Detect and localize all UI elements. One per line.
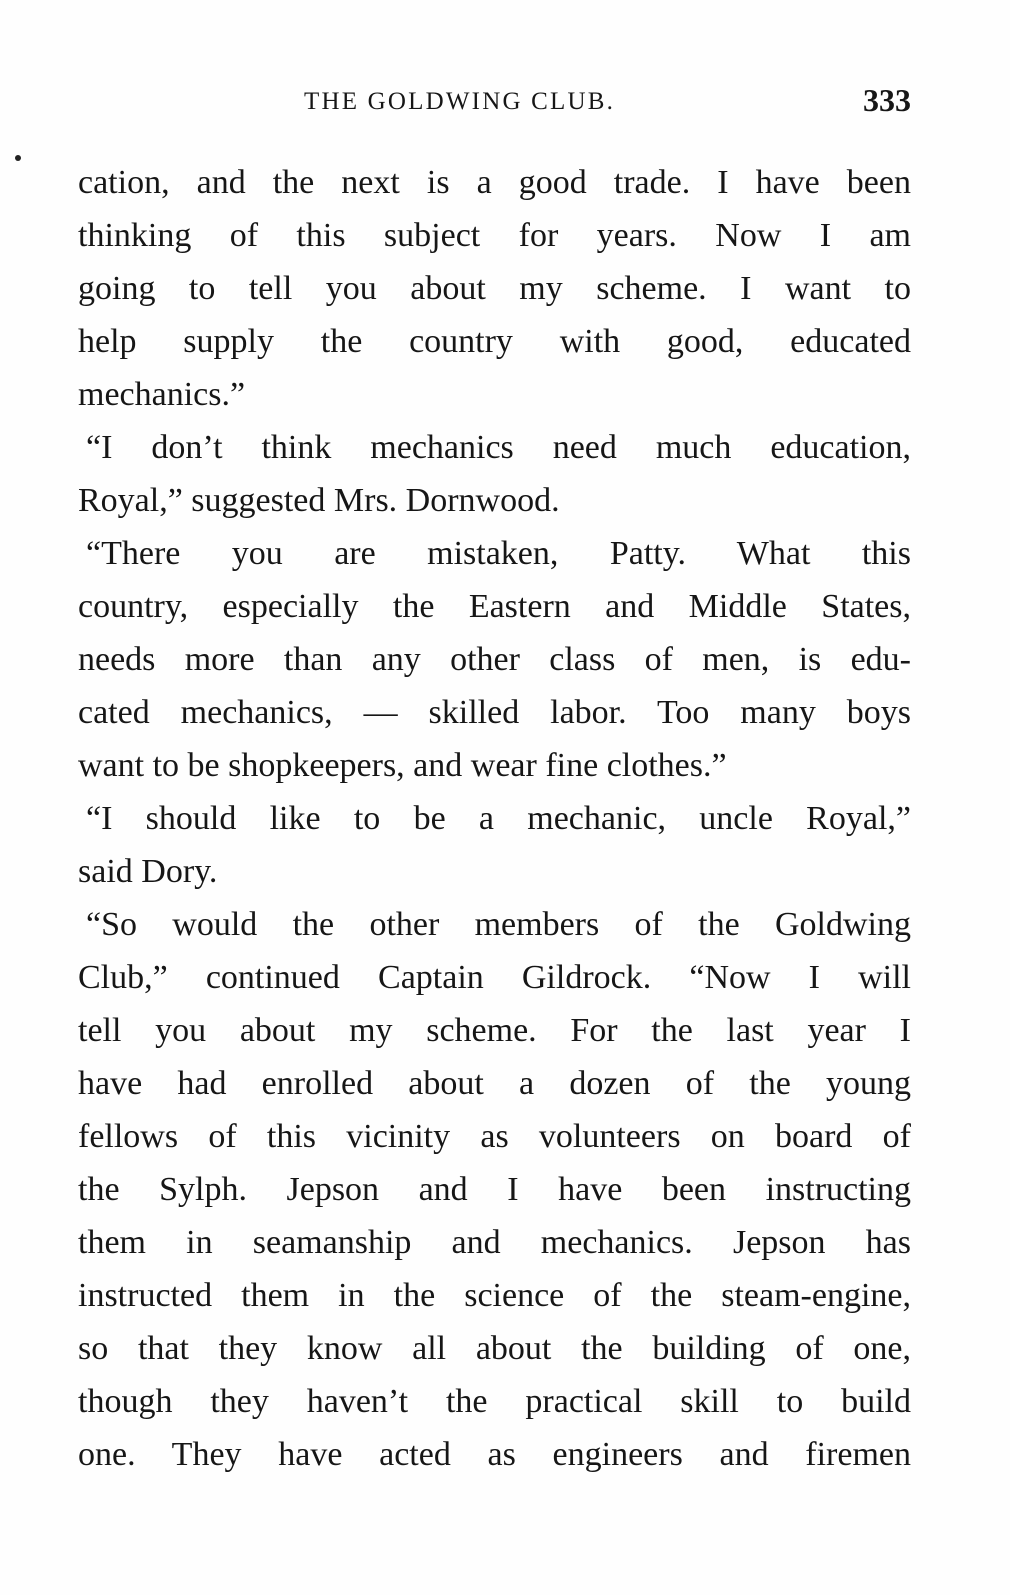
text-line: “There you are mistaken, Patty. What this [86, 535, 911, 572]
page-number: 333 [863, 82, 911, 118]
text-line: instructed them in the science of the steam-engine, [78, 1277, 911, 1314]
text-line: though they haven’t the practical skill to build [78, 1383, 911, 1420]
ink-speck [15, 155, 21, 161]
text-line: the Sylph. Jepson and I have been instructing [78, 1171, 911, 1208]
text-line: cation, and the next is a good trade. I have been [78, 164, 911, 201]
text-line: going to tell you about my scheme. I want to [78, 270, 911, 307]
text-line: Club,” continued Captain Gildrock. “Now I will [78, 959, 911, 996]
text-line: want to be shopkeepers, and wear fine clothes.” [78, 747, 727, 784]
text-line: cated mechanics, — skilled labor. Too many boys [78, 694, 911, 731]
text-line: tell you about my scheme. For the last year I [78, 1012, 911, 1049]
text-line: “I should like to be a mechanic, uncle Royal,” [86, 800, 911, 837]
body-text [78, 156, 911, 1481]
text-line: “I don’t think mechanics need much education, [86, 429, 911, 466]
text-line: help supply the country with good, educated [78, 323, 911, 360]
running-header [78, 82, 911, 122]
text-line: said Dory. [78, 853, 218, 890]
text-line: one. They have acted as engineers and firemen [78, 1436, 911, 1473]
text-line: thinking of this subject for years. Now I am [78, 217, 911, 254]
text-line: them in seamanship and mechanics. Jepson has [78, 1224, 911, 1261]
text-line: country, especially the Eastern and Middle States, [78, 588, 911, 625]
text-line: fellows of this vicinity as volunteers on board of [78, 1118, 911, 1155]
text-line: have had enrolled about a dozen of the young [78, 1065, 911, 1102]
running-title: THE GOLDWING CLUB. [304, 88, 616, 115]
text-line: Royal,” suggested Mrs. Dornwood. [78, 482, 560, 519]
text-line: mechanics.” [78, 376, 246, 413]
text-line: “So would the other members of the Goldwing [86, 906, 911, 943]
text-line: so that they know all about the building of one, [78, 1330, 911, 1367]
text-line: needs more than any other class of men, is edu- [78, 641, 911, 678]
